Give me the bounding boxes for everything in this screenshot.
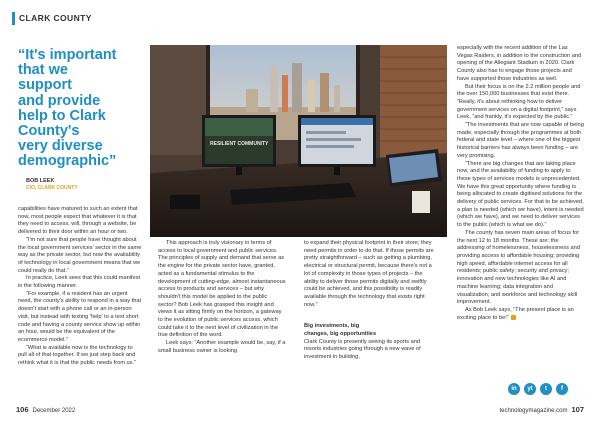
footer-left bbox=[16, 405, 75, 414]
paragraph: especially with the recent addition of the Las Vegas Raiders, in addition to the construction and opening of the Allegiant Stadium in 2020. Clark County also has to engage those projects and have supported those industries as well. bbox=[457, 45, 582, 82]
quote-attribution-name: BOB LEEK bbox=[26, 178, 55, 184]
paragraph: Clark County is presently seeing its sports and resorts industries going through a new wave of investment in building, bbox=[304, 338, 421, 361]
pull-quote bbox=[18, 48, 143, 170]
paragraph: “The investments that are now capable of being made, especially through the programmes at both federal and state level – where one of the biggest historical barriers has always been funding – are very promising. bbox=[457, 122, 584, 159]
quote-attribution-title: CIO, CLARK COUNTY bbox=[26, 185, 78, 191]
paragraph: to expand their physical footprint in their store; they need permits in order to do that. If those permits are pretty straightforward – such as getting a plumbing, electrical or structural permit, because there's not a lot of complexity in those types of projects – the ability to deliver those permits digitally and swiftly could be achieved, and this possibility is readily available through the technology that exists right now.” bbox=[304, 240, 434, 308]
text-column-3 bbox=[304, 240, 434, 362]
pull-quote-line: and provide bbox=[18, 92, 101, 109]
paragraph: “What is available now is the technology to pull all of that together. If we just step back and rethink what it is that the public needs from us.” bbox=[18, 344, 136, 367]
paragraph: “I'm not sure that people have thought about the local government services' sector in the same way as the private sector, but now the availability of technology in local government means that we could really do that.” bbox=[18, 236, 142, 274]
linkedin-icon[interactable]: in bbox=[508, 383, 520, 395]
pull-quote-line: County's bbox=[18, 123, 80, 140]
paragraph: This approach is truly visionary in terms of access to local government and public services. The principles of supply and demand that serve as the engine for the private sector have, granted, acted as a fundamental stimulus to the development of cutting-edge, almost instantaneous access to products and services – but why shouldn't this model be applied to the public sector? Bob Leek has grasped this insight and views it as sitting firmly on the horizon, a gateway to the evolution of public services access, which could take it to the next level of civilization in the true definition of the word. bbox=[158, 240, 286, 339]
section-marker bbox=[12, 12, 15, 25]
subheading-line: Big investments, big bbox=[304, 323, 360, 330]
paragraph: The county has seven main areas of focus for the next 12 to 18 months. These are: the addressing of homelessness, houselessness and providing access to affordable housing; providing high speed, affordable internet access for all residents; public safety; security and privacy; innovation and new technologies like AI and machine learning; data integration and visualization; and workforce and technology skill improvement. bbox=[457, 229, 580, 306]
pull-quote-line: help to Clark bbox=[18, 107, 106, 124]
pull-quote-line: “It's important bbox=[18, 47, 117, 63]
site-url[interactable]: technologymagazine.com bbox=[499, 408, 568, 414]
closing-text: As Bob Leek says, “The present place is an exciting place to be!” bbox=[457, 306, 574, 321]
issue-date: December 2022 bbox=[32, 408, 76, 414]
paragraph: But their focus is on the 2.2 million people and the over 150,000 businesses that exist there. “Really, it's about rethinking how to deliver government services on a digital footprint,” says Leek, “and frankly, it's expected by the public.” bbox=[457, 83, 581, 121]
subheading-line: changes, big opportunities bbox=[304, 331, 377, 338]
youtube-icon[interactable]: yt bbox=[524, 383, 536, 395]
pull-quote-line: support bbox=[18, 77, 72, 94]
paragraph: “For example, if a resident has an urgent need, the county's ability to respond in a way that doesn't start with a phone call or an in-person visit, but instead with texting 'help' to a text short code and having a county service show up within an hour, would be the equivalent of the ecommerce model.” bbox=[18, 290, 142, 343]
paragraph: Leek says: “Another example would be, say, if a small business owner is looking bbox=[158, 340, 286, 354]
office-photo-illustration bbox=[150, 45, 447, 237]
page-number-right: 107 bbox=[571, 405, 584, 414]
paragraph: In practice, Leek sees that this could manifest in the following manner. bbox=[18, 275, 141, 290]
pull-quote-line: very diverse bbox=[18, 138, 103, 155]
paragraph: “There are big changes that are taking place now, and the availability of funding to apply to these types of services models is unprecedented. We have this great opportunity where funding is being allocated to create digitised solutions for the delivery of public services. For that to be achieved, a plan is needed (which we have), intent is needed (which we have), and we need to deliver services to the public (which is what we do).” bbox=[457, 160, 584, 229]
paragraph bbox=[457, 307, 584, 322]
text-column-4 bbox=[457, 45, 584, 322]
subheading bbox=[304, 323, 434, 338]
twitter-icon[interactable]: t bbox=[540, 383, 552, 395]
text-column-2 bbox=[158, 240, 286, 356]
facebook-icon[interactable]: f bbox=[556, 383, 568, 395]
paragraph: capabilities have matured to such an extent that now, most people expect that whatever it is that they need to access, will, through a website, be delivered to their door within an hour or two. bbox=[18, 206, 138, 236]
office-photo bbox=[150, 45, 447, 237]
end-mark-icon bbox=[511, 315, 516, 320]
page-number-left: 106 bbox=[16, 405, 29, 414]
pull-quote-line: demographic” bbox=[18, 153, 117, 170]
social-links bbox=[508, 383, 568, 395]
text-column-1 bbox=[18, 206, 142, 368]
monitor-caption: RESILIENT COMMUNITY bbox=[210, 141, 269, 147]
pull-quote-line: that we bbox=[18, 62, 68, 79]
section-label: CLARK COUNTY bbox=[19, 13, 92, 23]
footer-right bbox=[499, 405, 584, 414]
